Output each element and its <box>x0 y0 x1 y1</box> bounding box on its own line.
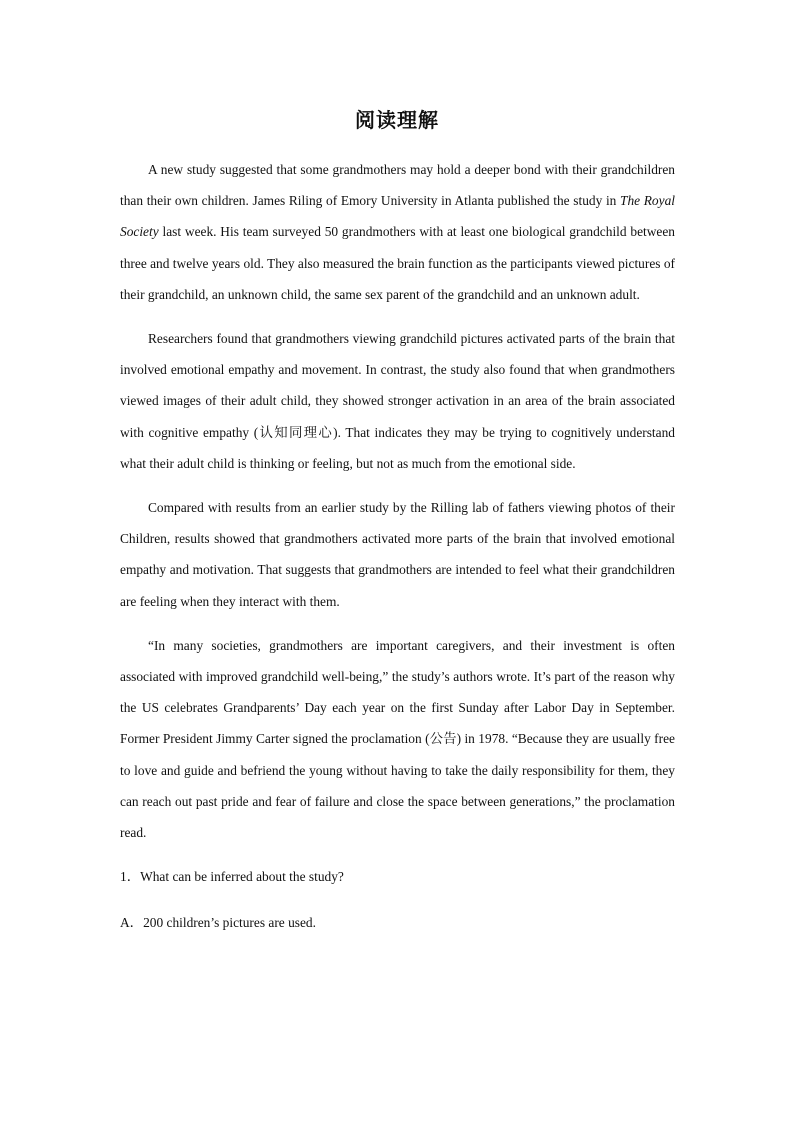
option-letter: A． <box>120 915 144 931</box>
journal-name: The Royal Society <box>120 193 675 240</box>
option-a <box>120 907 675 938</box>
page-title: 阅读理解 <box>355 108 439 132</box>
paragraph-2: Researchers found that grandmothers viewing grandchild pictures activated parts of the brain that involved emotional empathy and movement. In contrast, the study also found that when grandmothers viewed images of their adult child, they showed stronger activation in an area of the brain associated with cognitive empathy (认知同理心). That indicates they may be trying to cognitively understand what their adult child is thinking or feeling, but not as much from the emotional side. <box>120 331 675 471</box>
passage-body <box>120 154 675 953</box>
paragraph-4: “In many societies, grandmothers are important caregivers, and their investment is often associated with improved grandchild well-being,” the study’s authors wrote. It’s part of the reason why the US celebrates Grandparents’ Day each year on the first Sunday after Labor Day in September. Former President Jimmy Carter signed the proclamation (公告) in 1978. “Because they are usually free to love and guide and befriend the young without having to take the daily responsibility for them, they can reach out past pride and fear of failure and close the space between generations,” the proclamation read. <box>120 637 675 841</box>
question-number: 1． <box>120 869 141 885</box>
paragraph-1 <box>120 154 675 310</box>
option-text: 200 children’s pictures are used. <box>143 915 316 931</box>
paragraph-3: Compared with results from an earlier study by the Rilling lab of fathers viewing photos of their Children, results showed that grandmothers activated more parts of the brain that involved emotional empathy and motivation. That suggests that grandmothers are intended to feel what their grandchildren are feeling when they interact with them. <box>120 500 675 609</box>
paragraph-1-text-start: A new study suggested that some grandmothers may hold a deeper bond with their grandchildren than their own children. James Riling of Emory University in Atlanta published the study in <box>120 162 675 209</box>
question-1 <box>120 861 675 892</box>
question-text: What can be inferred about the study? <box>140 869 344 885</box>
paragraph-1-text-end: last week. His team surveyed 50 grandmothers with at least one biological grandchild between three and twelve years old. They also measured the brain function as the participants viewed pictures of their grandchild, an unknown child, the same sex parent of the grandchild and an unknown adult. <box>120 224 675 302</box>
